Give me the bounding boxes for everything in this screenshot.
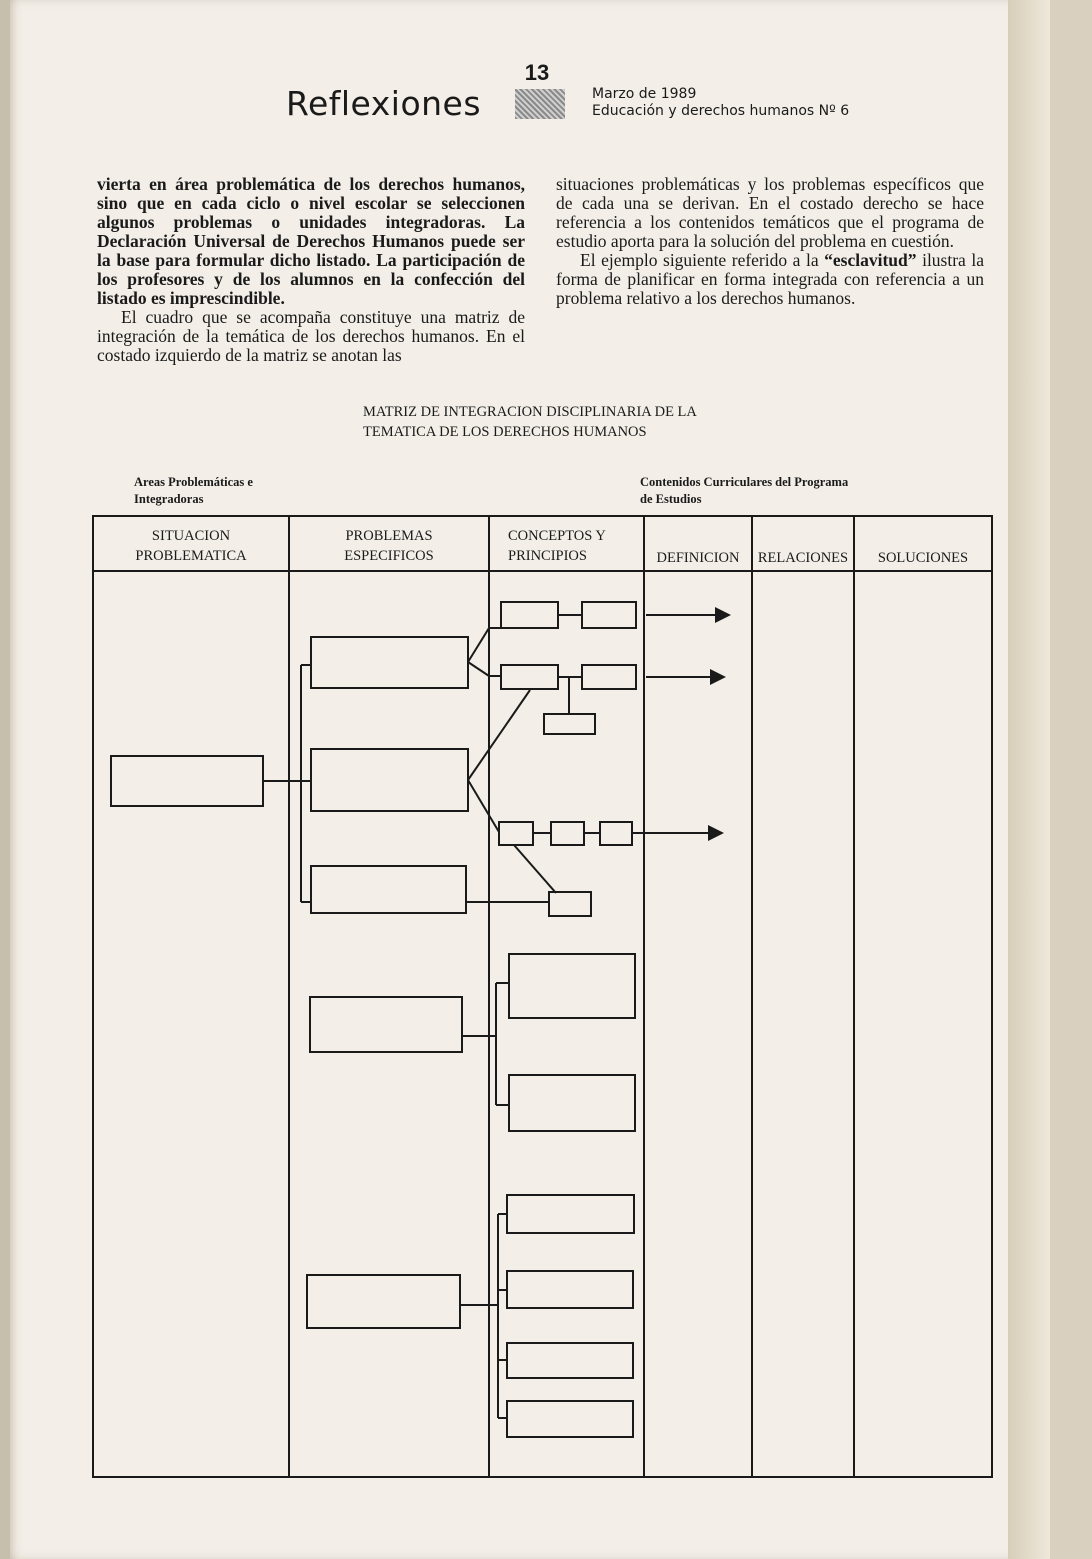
header-line: PROBLEMATICA [135,548,247,564]
contenidos-label-line: Contenidos Curriculares del Programa [640,475,849,489]
concepto-box [509,954,635,1018]
problema-box [311,866,466,913]
concepto-box [551,822,584,845]
connector [514,845,556,893]
header-soluciones: SOLUCIONES [877,550,969,566]
situacion-box [111,756,263,806]
connector [468,628,489,662]
concepto-box [582,602,636,628]
concepto-box [507,1343,633,1378]
paragraph-text: El ejemplo siguiente referido a la [580,250,825,270]
figure-title-line: TEMATICA DE LOS DERECHOS HUMANOS [363,424,647,440]
concepto-box [507,1195,634,1233]
concepto-box [501,602,558,628]
concepto-box [544,714,595,734]
header-line: PRINCIPIOS [508,548,587,564]
journal-title: Reflexiones [286,84,482,123]
header-relaciones: RELACIONES [757,550,849,566]
problema-box [311,749,468,811]
problema-box [310,997,462,1052]
figure-title-line: MATRIZ DE INTEGRACION DISCIPLINARIA DE LA [363,404,697,420]
paragraph: El cuadro que se acompaña constituye una matriz de integración de la temática de los derechos humanos. En el costado izquierdo de la matriz se anotan las [97,307,525,365]
concepto-box [507,1271,633,1308]
problema-box [307,1275,460,1328]
concepto-box [549,892,591,916]
header-line: PROBLEMAS [345,528,433,544]
connector [468,662,489,676]
concepto-box [499,822,533,845]
header-line: ESPECIFICOS [344,548,434,564]
header-line: CONCEPTOS Y [508,528,606,544]
issue-date: Marzo de 1989 [592,86,697,102]
concepto-box [582,665,636,689]
concepto-box [509,1075,635,1131]
matrix-frame [93,516,992,1477]
header-line: SITUACION [151,528,231,544]
issue-title: Educación y derechos humanos Nº 6 [592,103,850,119]
problema-box [311,637,468,688]
paragraph: situaciones problemáticas y los problemas específicos que de cada una se derivan. En el costado derecho se hace referencia a los contenidos temáticos que el programa de estudio aporta para la solución del problema en cuestión. [556,174,984,251]
header-problemas [289,526,489,566]
page-number: 13 [524,60,550,85]
header-definicion: DEFINICION [656,550,740,566]
header-conceptos [508,526,606,566]
areas-label-line: Integradoras [134,492,204,506]
concepto-box [507,1401,633,1437]
contenidos-label-line: de Estudios [640,492,702,506]
areas-label-line: Areas Problemáticas e [134,475,253,489]
concepto-box [501,665,558,689]
header-situacion [93,526,289,566]
paragraph-text: ilustra la forma de planificar en forma integrada con referencia a un problema relativo a los derechos humanos. [556,250,984,308]
concepto-box [600,822,632,845]
emphasis-term: “esclavitud” [824,250,917,270]
paragraph: vierta en área problemática de los derechos humanos, sino que en cada ciclo o nivel escolar se seleccionen algunos problemas o unidades integradoras. La Declaración Universal de Derechos Humanos puede ser la base para formular dicho listado. La participación de los profesores y de los alumnos en la confección del listado es imprescindible. [97,174,525,308]
connector [468,690,530,780]
connector [468,780,499,832]
